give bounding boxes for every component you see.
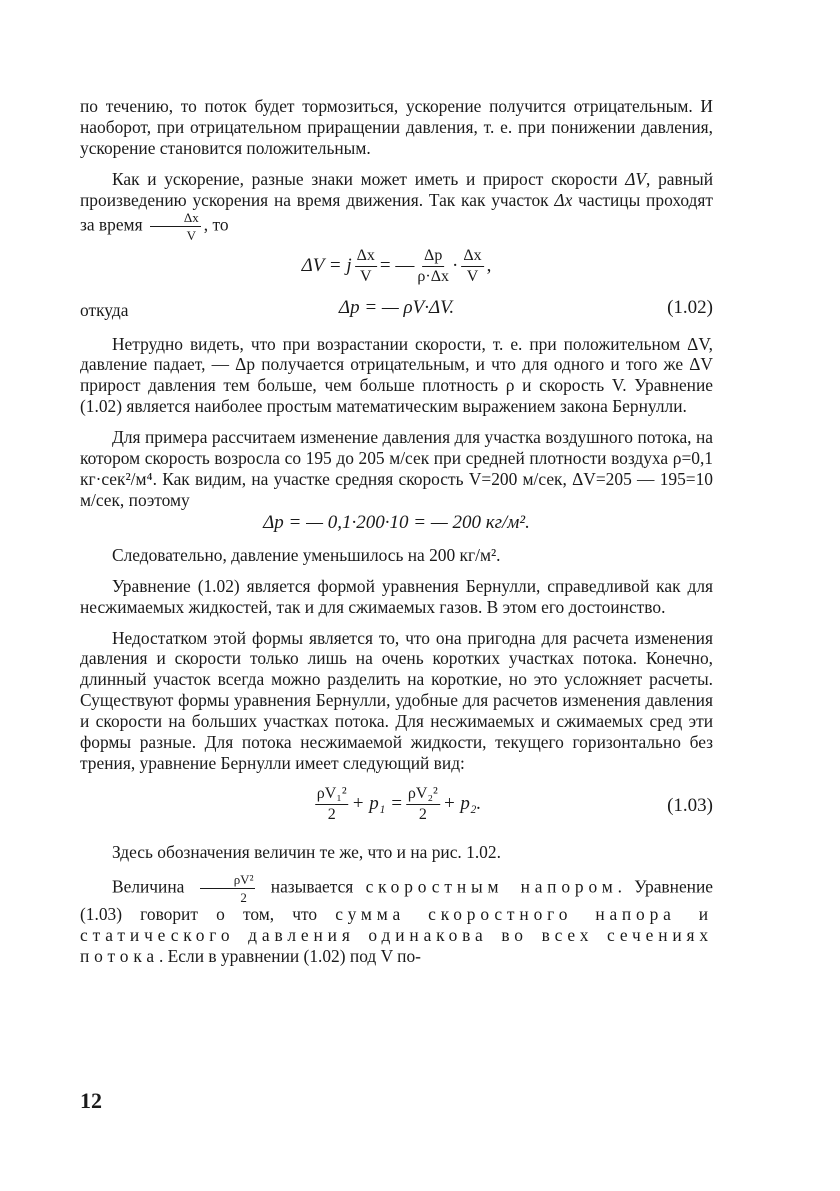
paragraph-1: по течению, то поток будет тормозиться, ускорение получится отрицательным. И наоборот, при отрицательном приращении давления, т. е. при понижении давления, ускорение становится положительным. xyxy=(80,96,713,158)
equation-delta-v: ΔV = j $\frac{\Delta x}{V}$ = — $\frac{\Delta p}{\rho\cdot\Delta x}$ · $\frac{\Delta x}{V}$ , xyxy=(301,246,492,285)
paragraph-9: Величина $\frac{\text{ρV²}}{2}$ называется скоростным напором. Уравнение (1.03) говорит о том, что сумма скоростного напора и статического давления одинакова во всех сечениях потока. Если в уравнении (1.02) под V по- xyxy=(80,871,713,966)
paragraph-6: Уравнение (1.02) является формой уравнения Бернулли, справедливой как для несжимаемых жидкостей, так и для сжимаемых газов. В этом его достоинство. xyxy=(80,575,713,617)
equation-example: Δp = — 0,1·200·10 = — 200 кг/м². xyxy=(263,511,530,533)
fraction-rho-v2-over-2: $\frac{\text{ρV²}}{2}$ xyxy=(200,873,256,904)
equation-number: (1.03) xyxy=(667,794,713,816)
page-number: 12 xyxy=(80,1088,102,1113)
equation-1-03: $\frac{\text{ρV₁²}}{2}$ + p₁ = $\frac{\text{ρV₂²}}{2}$ + p₂. (1.03) xyxy=(316,784,713,823)
paragraph-4: Для примера рассчитаем изменение давления для участка воздушного потока, на котором скорость возросла со 195 до 205 м/сек при средней плотности воздуха ρ=0,1 кг·сек²/м⁴. Как видим, на участке средняя скорость V=200 м/сек, ΔV=205 — 195=10 м/сек, поэтому xyxy=(80,427,713,510)
paragraph-3: Нетрудно видеть, что при возрастании скорости, т. е. при положительном ΔV, давление падает, — Δp получается отрицательным, и что для одного и того же ΔV прирост давления тем больше, чем больше плотность ρ и скорость V. Уравнение (1.02) является наиболее простым математическим выражением закона Бернулли. xyxy=(80,333,713,417)
paragraph-2: Как и ускорение, разные знаки может иметь и прирост скорости ΔV, равный произведению ускорения на время движения. Так как участок Δx частицы проходят за время $\frac{\Delta x}{V}$ , то xyxy=(80,168,713,243)
equation-1-02: откуда Δp = — ρV·ΔV. (1.02) xyxy=(80,296,713,320)
paragraph-7: Недостатком этой формы является то, что она пригодна для расчета изменения давления и скорости только лишь на очень коротких участках потока. Конечно, длинный участок всегда можно разделить на короткие, но это усложняет расчеты. Существуют формы уравнения Бернулли, удобные для расчетов изменения давления и скорости на больших участках потока. Для несжимаемых и сжимаемых сред эти формы разные. Для потока несжимаемой жидкости, текущего горизонтально без трения, уравнение Бернулли имеет следующий вид: xyxy=(80,627,713,773)
paragraph-8: Здесь обозначения величин те же, что и на рис. 1.02. xyxy=(112,841,501,862)
paragraph-5: Следовательно, давление уменьшилось на 200 кг/м². xyxy=(112,544,501,565)
fraction-dx-over-v: $\frac{\Delta x}{V}$ xyxy=(150,211,201,242)
page-body xyxy=(80,96,713,966)
equation-number: (1.02) xyxy=(667,296,713,318)
